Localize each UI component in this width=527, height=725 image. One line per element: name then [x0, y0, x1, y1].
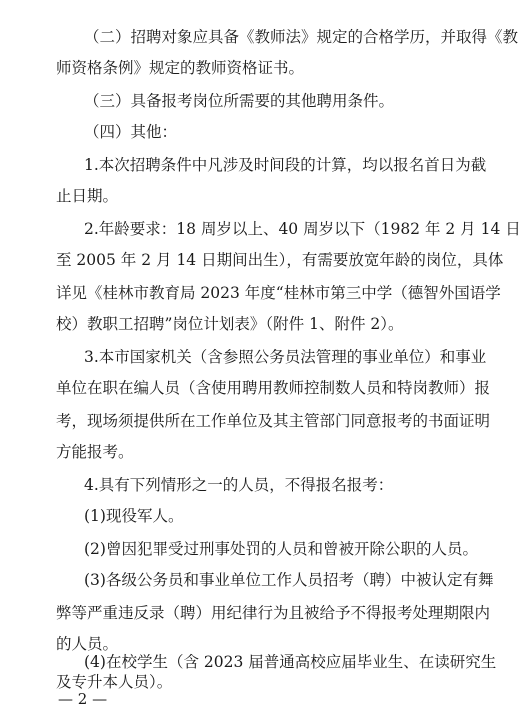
text-line-1: （二）招聘对象应具备《教师法》规定的合格学历，并取得《教	[84, 28, 519, 46]
text-line-16: (1)现役军人。	[84, 507, 184, 525]
text-line-5: 1.本次招聘条件中凡涉及时间段的计算，均以报名首日为截	[84, 156, 487, 174]
text-line-14: 方能报考。	[56, 443, 134, 461]
text-line-15: 4.具有下列情形之一的人员，不得报名报考：	[84, 476, 394, 494]
text-line-7: 2.年龄要求：18 周岁以上、40 周岁以下（1982 年 2 月 14 日	[84, 220, 521, 238]
text-line-20: 的人员。	[56, 635, 119, 653]
text-line-2: 师资格条例》规定的教师资格证书。	[56, 59, 305, 77]
text-line-8: 至 2005 年 2 月 14 日期间出生），有需要放宽年龄的岗位，具体	[56, 251, 504, 269]
text-line-4: （四）其他：	[84, 123, 178, 141]
text-line-6: 止日期。	[56, 187, 119, 205]
text-line-10: 校）教职工招聘”岗位计划表》（附件 1、附件 2）。	[56, 315, 404, 333]
text-line-21: (4)在校学生（含 2023 届普通高校应届毕业生、在读研究生	[84, 653, 497, 671]
text-line-22: 及专升本人员）。	[56, 673, 173, 691]
text-line-12: 单位在职在编人员（含使用聘用教师控制数人员和特岗教师）报	[56, 379, 491, 397]
text-line-9: 详见《桂林市教育局 2023 年度“桂林市第三中学（德智外国语学	[56, 284, 501, 302]
text-line-11: 3.本市国家机关（含参照公务员法管理的事业单位）和事业	[84, 348, 487, 366]
text-line-18: (3)各级公务员和事业单位工作人员招考（聘）中被认定有舞	[84, 571, 494, 589]
text-line-3: （三）具备报考岗位所需要的其他聘用条件。	[84, 92, 395, 110]
text-line-19: 弊等严重违反录（聘）用纪律行为且被给予不得报考处理期限内	[56, 604, 491, 622]
page-number: — 2 —	[58, 690, 108, 708]
text-line-17: (2)曾因犯罪受过刑事处罚的人员和曾被开除公职的人员。	[84, 540, 478, 558]
text-line-13: 考，现场须提供所在工作单位及其主管部门同意报考的书面证明	[56, 412, 491, 430]
